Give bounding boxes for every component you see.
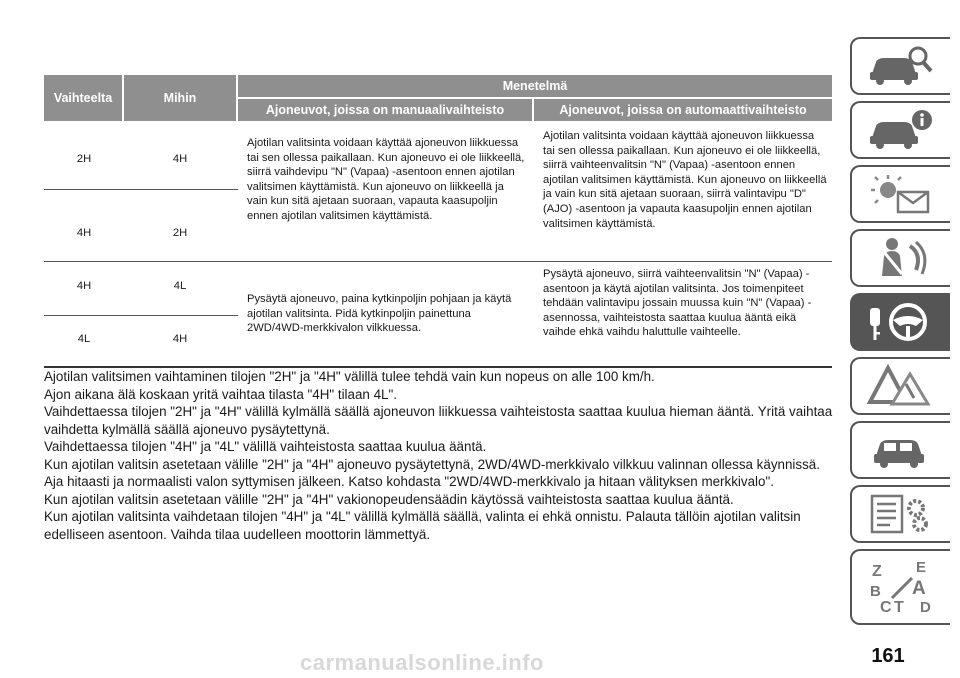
tab-safety[interactable] <box>850 229 950 287</box>
paragraph: Vaihdettaessa tilojen "2H" ja "4H" välillä kylmällä säällä ajoneuvon liikkuessa vaihteistosta saattaa kuulua hieman ääntä. Yritä vaihtaa vaihdetta kylmällä säällä ajoneuvo pysäytettynä. <box>44 404 833 437</box>
header-manual: Ajoneuvot, joissa on manuaalivaihteisto <box>265 103 505 117</box>
paragraph: Ajon aikana älä koskaan yritä vaihtaa tilasta "4H" tilaan 4L". <box>44 386 397 402</box>
g2-row2-from: 4L <box>77 333 91 345</box>
glyph-z: Z <box>872 563 882 580</box>
paragraph: Vaihdettaessa tilojen "4H" ja "4L" välillä vaihteistosta saattaa kuulua ääntä. <box>44 439 487 454</box>
g1-row2-from: 4H <box>76 227 92 239</box>
seatbelt-airbag-icon <box>866 236 936 280</box>
header-method: Menetelmä <box>502 79 568 93</box>
key-steering-wheel-icon <box>866 300 936 344</box>
paragraph: Kun ajotilan valitsin asetetaan välille "2H" ja "4H" vakionopeudensäädin käytössä vaihteistosta saattaa kuulua ääntä. <box>44 491 734 507</box>
glyph-d: D <box>920 599 931 616</box>
g1-auto-text: Ajotilan valitsinta voidaan käyttää ajoneuvon liikkuessa tai sen ollessa paikallaan. Kun ajoneuvo ei ole liikkeellä, siirrä vaihteenvalitsin "N" (Vapaa) -asentoon ennen ajotilan valitsimen käyttämistä. Kun ajoneuvo on liikkeellä ja vain kun sitä ajetaan suoraan, siirrä valintavipu "D" (AJO) -asentoon ja vapauta kaasupoljin ennen ajotilan valitsimen käyttämistä. <box>543 130 827 230</box>
gear-shift-table <box>44 75 832 367</box>
paragraph: Kun ajotilan valitsinta vaihdetaan tilojen "4H" ja "4L" välillä kylmällä säällä, valinta ei ehkä onnistu. Palauta tällöin ajotilan valitsin edelliseen asentoon. Vaihda tilaa uudelleen moottorin lämmettyä. <box>44 509 801 542</box>
watermark: carmanualsonline.info <box>300 650 544 675</box>
paragraph: Kun ajotilan valitsin asetetaan välille "2H" ja "4H" ajoneuvo pysäytettynä, 2WD/4WD-merkkivalo vilkkuu valinnan ollessa käynnissä. Aja hitaasti ja normaalisti valon syttymisen jälkeen. Katso kohdasta "2WD/4WD-merkkivalo ja hitaan välityksen merkkivalo". <box>44 456 820 489</box>
warning-triangle-icon <box>866 364 936 408</box>
glyph-c: C <box>880 599 892 616</box>
warning-light-mail-icon <box>866 172 936 216</box>
g2-row2-to: 4H <box>172 333 188 345</box>
car-search-icon <box>866 44 936 88</box>
g1-row1-to: 4H <box>172 153 188 165</box>
header-from: Vaihteelta <box>53 91 113 105</box>
tab-car-info[interactable] <box>850 101 950 159</box>
glyph-t: T <box>894 599 904 616</box>
tab-index[interactable] <box>850 549 950 625</box>
alphabet-index-icon <box>866 558 936 616</box>
g2-row1-from: 4H <box>76 280 92 292</box>
header-to: Mihin <box>163 91 197 105</box>
paragraph: Ajotilan valitsimen vaihtaminen tilojen "2H" ja "4H" välillä tulee tehdä vain kun nopeus on alle 100 km/h. <box>44 369 655 384</box>
tab-maintenance[interactable] <box>850 421 950 479</box>
g1-manual-text: Ajotilan valitsinta voidaan käyttää ajoneuvon liikkuessa tai sen ollessa paikallaan. Kun ajoneuvo ei ole liikkeellä, siirrä vaihdevipu "N" (Vapaa) -asentoon ennen ajotilan valitsimen käyttämistä. Kun ajoneuvo on liikkeellä ja vain kun sitä ajetaan suoraan, vapauta kaasupoljin ennen ajotilan valitsimen käyttämistä. <box>247 137 525 222</box>
g1-row2-to: 2H <box>172 227 188 239</box>
glyph-a: A <box>912 578 926 599</box>
tab-starting-driving[interactable] <box>850 293 950 351</box>
tab-technical-data[interactable] <box>850 485 950 543</box>
table-body <box>44 121 832 367</box>
car-info-icon <box>866 108 936 152</box>
g2-auto-text: Pysäytä ajoneuvo, siirrä vaihteenvalitsin "N" (Vapaa) -asentoon ja käytä ajotilan valitsinta. Jos toimenpiteet tehdään valintavipu jossain muussa kuin "N" (Vapaa) -asennossa, vaihteistosta saattaa kuulua ääntä eikä vaihde ehkä vaihdu haluttulle vaihteelle. <box>543 268 812 339</box>
tab-car-search[interactable] <box>850 37 950 95</box>
header-auto: Ajoneuvot, joissa on automaattivaihteisto <box>559 103 807 117</box>
table-header <box>44 75 832 121</box>
body-text <box>44 368 834 543</box>
g2-manual-text: Pysäytä ajoneuvo, paina kytkinpoljin pohjaan ja käytä ajotilan valitsinta. Pidä kytkinpoljin painettuna 2WD/4WD-merkkivalon vilkkuessa. <box>247 293 512 335</box>
car-service-icon <box>866 428 936 472</box>
page-number: 161 <box>871 645 905 667</box>
glyph-e: E <box>916 559 927 576</box>
glyph-b: B <box>870 583 881 600</box>
tab-emergency[interactable] <box>850 357 950 415</box>
list-gear-icon <box>866 492 936 536</box>
tab-warning-lights[interactable] <box>850 165 950 223</box>
g1-row1-from: 2H <box>76 153 92 165</box>
g2-row1-to: 4L <box>173 280 187 292</box>
